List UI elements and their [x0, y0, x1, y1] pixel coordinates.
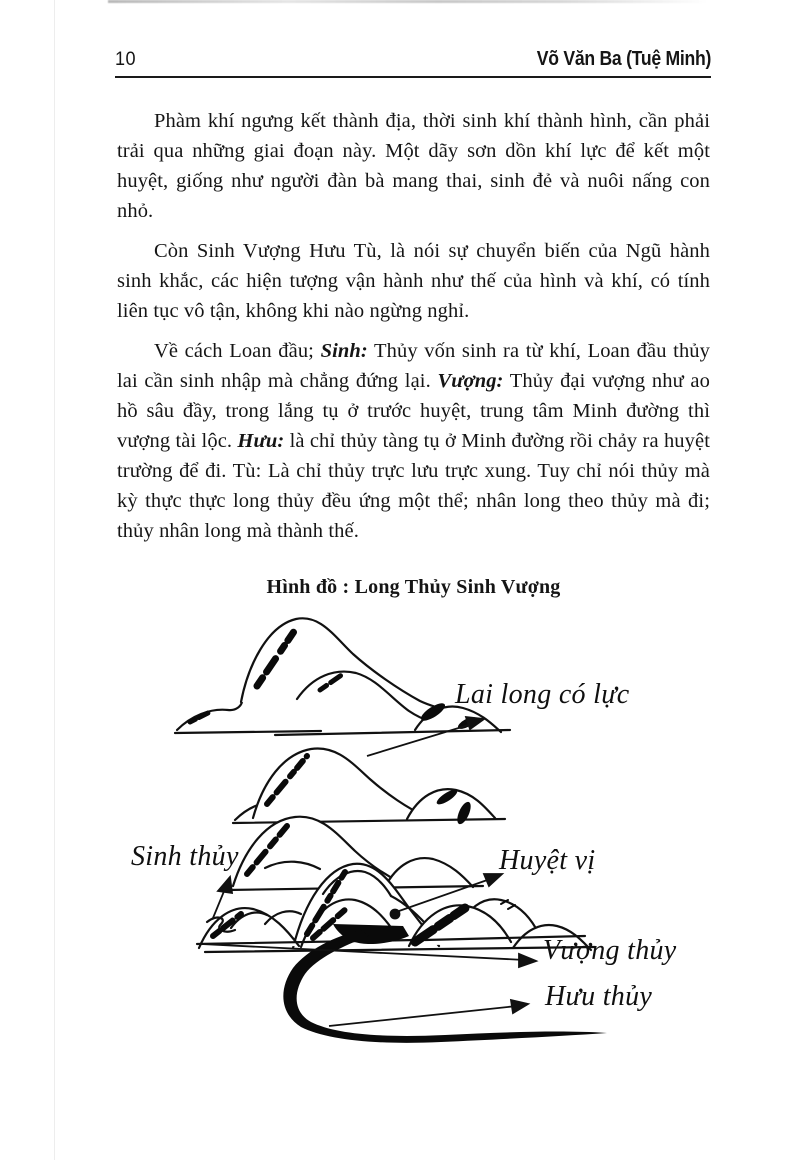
body-text [117, 106, 710, 556]
p3-term-vuong: Vượng: [437, 370, 504, 392]
mountain-ridge [253, 748, 425, 818]
ground-line [175, 731, 321, 733]
figure-caption: Hình đồ : Long Thủy Sinh Vượng [266, 576, 561, 598]
mountain-ridges [175, 618, 595, 952]
mountain-ridge [177, 702, 242, 730]
p3-seg: Thủy đại vượng như ao hồ sâu đầy, trong lắng tụ ở trước huyệt, trung tâm Minh đường thì vượng tài lộc. [117, 370, 710, 452]
page-header [115, 48, 711, 78]
diagram-label-sinh-thuy: Sinh thủy [131, 841, 239, 872]
p3-seg: là chỉ thủy tàng tụ ở Minh đường rồi chảy ra huyệt trường để đi. Tù: Là chỉ thủy trực lưu trực xung. Tuy chỉ nói thủy mà kỳ thực thực long thủy đều ứng một thể; nhân long theo thủy mà đi; thủy nhân long mà thành thế. [117, 430, 710, 542]
paragraph-3 [117, 336, 710, 546]
diagram-label-vuong-thuy: Vượng thủy [543, 935, 677, 966]
paragraph-2: Còn Sinh Vượng Hưu Tù, là nói sự chuyển biến của Ngũ hành sinh khắc, các hiện tượng vận hành như thế của hình và khí, có tính liên tục vô tận, không khi nào ngừng nghỉ. [117, 240, 710, 322]
paragraph-1: Phàm khí ngưng kết thành địa, thời sinh khí thành hình, cần phải trải qua những giai đoạn này. Một dãy sơn dồn khí lực để kết một huyệt, giống như người đàn bà mang thai, sinh đẻ và nuôi nấng con nhỏ. [117, 110, 710, 222]
scan-artifact-top [108, 0, 708, 3]
p3-term-sinh: Sinh: [320, 340, 368, 362]
diagram-label-huu-thuy: Hưu thủy [545, 981, 653, 1012]
scan-artifact-left-edge [54, 0, 55, 1160]
arrow-huu-thuy [329, 1000, 528, 1026]
header-author: Võ Văn Ba (Tuệ Minh) [536, 48, 711, 70]
diagram-label-lai-long: Lai long có lực [455, 679, 630, 710]
mountain-ridge [385, 858, 473, 887]
p3-seg: Thủy vốn sinh ra từ khí, Loan đầu thủy lai cần sinh nhập mà chẳng đứng lại. [117, 340, 710, 392]
page-number: 10 [115, 49, 137, 70]
figure-diagram [115, 606, 695, 1056]
diagram-label-huyet-vi: Huyệt vị [499, 845, 596, 876]
p3-seg: Về cách Loan đầu; [154, 340, 321, 362]
p3-term-huu: Hưu: [237, 430, 285, 452]
huyet-vi-dot [391, 910, 400, 919]
